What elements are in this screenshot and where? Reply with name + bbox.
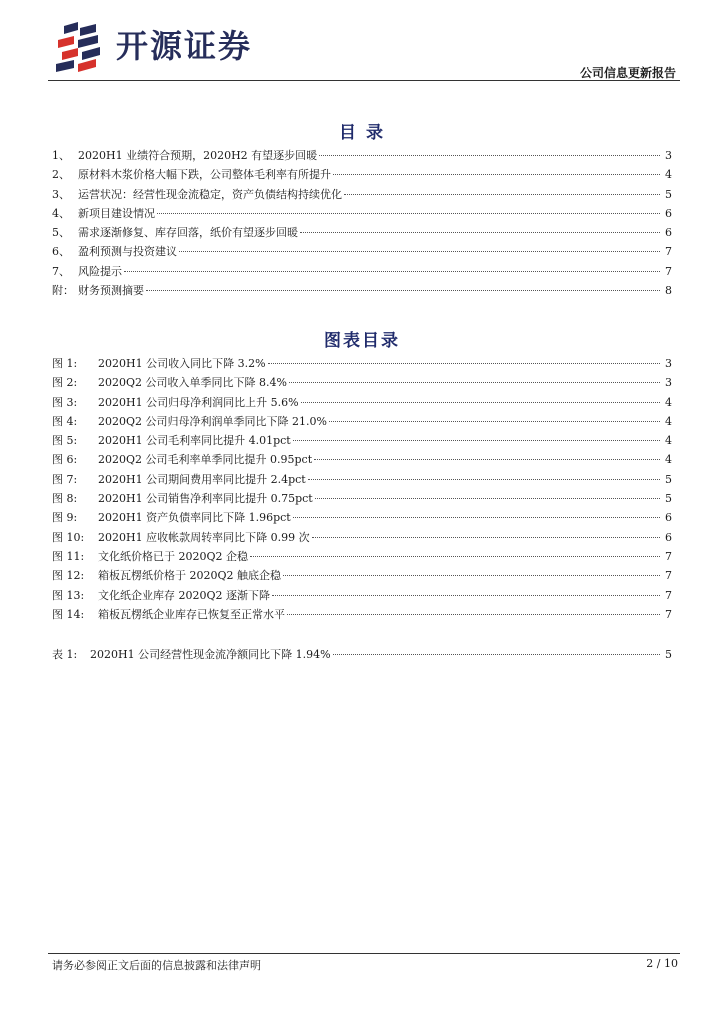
brand-name: 开源证券 xyxy=(116,27,253,65)
dot-leader xyxy=(268,363,660,364)
entry-number: 5、 xyxy=(52,226,70,240)
entry-number: 1、 xyxy=(52,149,70,162)
toc-entry[interactable] xyxy=(52,645,672,664)
entry-title[interactable]: 需求逐渐修复、库存回落，纸价有望逐步回暖 xyxy=(78,226,298,240)
entry-title[interactable]: 2020H1 公司期间费用率同比提升 2.4pct xyxy=(98,472,306,486)
entry-number: 图 8: xyxy=(52,492,78,506)
toc-entry[interactable] xyxy=(52,281,672,300)
dot-leader xyxy=(293,517,660,518)
entry-page-number[interactable]: 5 xyxy=(665,492,672,506)
dot-leader xyxy=(301,402,660,403)
tables-list xyxy=(52,645,672,664)
dot-leader xyxy=(314,459,660,460)
entry-title[interactable]: 文化纸企业库存 2020Q2 逐渐下降 xyxy=(98,588,271,602)
company-logo xyxy=(56,22,286,72)
entry-page-number[interactable]: 6 xyxy=(665,206,672,220)
entry-title[interactable]: 2020H1 公司经营性现金流净额同比下降 1.94% xyxy=(90,648,331,661)
dot-leader xyxy=(293,440,660,441)
toc-title: 目 录 xyxy=(339,123,385,143)
toc-entry[interactable] xyxy=(52,354,672,373)
dot-leader xyxy=(319,155,660,156)
dot-leader xyxy=(315,498,660,499)
dot-leader xyxy=(312,537,660,538)
toc-entry[interactable] xyxy=(52,393,672,412)
entry-page-number[interactable]: 7 xyxy=(665,569,672,583)
toc-entry[interactable] xyxy=(52,508,672,527)
entry-page-number[interactable]: 4 xyxy=(665,453,672,467)
entry-title[interactable]: 2020H1 资产负债率同比下降 1.96pct xyxy=(98,511,291,525)
entry-page-number[interactable]: 5 xyxy=(665,648,672,661)
toc-list xyxy=(52,146,672,300)
entry-number: 图 3: xyxy=(52,395,78,409)
entry-number: 图 12: xyxy=(52,569,85,583)
brand-mark-icon xyxy=(56,22,108,72)
entry-number: 图 4: xyxy=(52,414,78,428)
entry-title[interactable]: 2020H1 公司收入同比下降 3.2% xyxy=(98,357,266,370)
dot-leader xyxy=(333,174,660,175)
dot-leader xyxy=(283,575,660,576)
entry-number: 图 10: xyxy=(52,530,85,544)
page-indicator: 2 / 10 xyxy=(646,957,678,970)
dot-leader xyxy=(329,421,660,422)
dot-leader xyxy=(124,271,660,272)
toc-entry[interactable] xyxy=(52,431,672,450)
toc-entry[interactable] xyxy=(52,470,672,489)
entry-page-number[interactable]: 7 xyxy=(665,549,672,563)
entry-number: 表 1: xyxy=(52,648,78,661)
dot-leader xyxy=(179,251,660,252)
entry-number: 图 9: xyxy=(52,511,78,525)
dot-leader xyxy=(157,213,660,214)
entry-page-number[interactable]: 5 xyxy=(665,472,672,486)
entry-number: 3、 xyxy=(52,187,70,201)
entry-title[interactable]: 文化纸价格已于 2020Q2 企稳 xyxy=(98,549,249,563)
entry-page-number[interactable]: 3 xyxy=(665,376,672,390)
entry-number: 图 2: xyxy=(52,376,78,390)
entry-page-number[interactable]: 7 xyxy=(665,607,672,621)
footer-divider xyxy=(48,953,680,954)
entry-title[interactable]: 2020Q2 公司归母净利润单季同比下降 21.0% xyxy=(98,414,327,428)
dot-leader xyxy=(250,556,660,557)
toc-entry[interactable] xyxy=(52,223,672,242)
toc-entry[interactable] xyxy=(52,204,672,223)
figures-list xyxy=(52,354,672,624)
entry-page-number[interactable]: 4 xyxy=(665,414,672,428)
header-divider xyxy=(48,80,680,81)
dot-leader xyxy=(308,479,660,480)
entry-page-number[interactable]: 4 xyxy=(665,168,672,182)
entry-page-number[interactable]: 8 xyxy=(665,284,672,298)
entry-title[interactable]: 新项目建设情况 xyxy=(78,206,155,220)
entry-page-number[interactable]: 6 xyxy=(665,511,672,525)
toc-entry[interactable] xyxy=(52,566,672,585)
entry-page-number[interactable]: 3 xyxy=(665,357,672,370)
entry-title[interactable]: 财务预测摘要 xyxy=(78,284,144,298)
entry-title[interactable]: 箱板瓦楞纸企业库存已恢复至正常水平 xyxy=(98,607,285,621)
entry-number: 图 11: xyxy=(52,549,85,563)
entry-number: 图 7: xyxy=(52,472,78,486)
entry-page-number[interactable]: 7 xyxy=(665,264,672,278)
entry-title[interactable]: 2020H1 公司归母净利润同比上升 5.6% xyxy=(98,395,299,409)
dot-leader xyxy=(146,290,660,291)
entry-page-number[interactable]: 7 xyxy=(665,245,672,259)
entry-number: 附： xyxy=(52,284,74,298)
figures-title: 图表目录 xyxy=(324,331,400,351)
toc-entry[interactable] xyxy=(52,412,672,431)
entry-title[interactable]: 盈利预测与投资建议 xyxy=(78,245,177,259)
toc-entry[interactable] xyxy=(52,605,672,624)
entry-number: 7、 xyxy=(52,264,70,278)
entry-title[interactable]: 2020H1 公司毛利率同比提升 4.01pct xyxy=(98,434,291,448)
entry-title[interactable]: 2020Q2 公司毛利率单季同比提升 0.95pct xyxy=(98,453,313,467)
toc-entry[interactable] xyxy=(52,547,672,566)
dot-leader xyxy=(272,595,660,596)
footer-disclaimer: 请务必参阅正文后面的信息披露和法律声明 xyxy=(52,959,261,972)
toc-entry[interactable] xyxy=(52,373,672,392)
toc-entry[interactable] xyxy=(52,146,672,165)
entry-title[interactable]: 2020H1 公司销售净利率同比提升 0.75pct xyxy=(98,492,313,506)
entry-title[interactable]: 运营状况：经营性现金流稳定，资产负债结构持续优化 xyxy=(78,187,342,201)
toc-entry[interactable] xyxy=(52,586,672,605)
entry-number: 4、 xyxy=(52,206,70,220)
toc-entry[interactable] xyxy=(52,165,672,184)
entry-title[interactable]: 2020Q2 公司收入单季同比下降 8.4% xyxy=(98,376,287,390)
dot-leader xyxy=(333,654,660,655)
dot-leader xyxy=(287,614,660,615)
entry-page-number[interactable]: 3 xyxy=(665,149,672,162)
toc-entry[interactable] xyxy=(52,489,672,508)
report-type: 公司信息更新报告 xyxy=(579,66,676,80)
entry-title[interactable]: 风险提示 xyxy=(78,264,122,278)
entry-number: 6、 xyxy=(52,245,70,259)
dot-leader xyxy=(344,194,660,195)
entry-page-number[interactable]: 5 xyxy=(665,187,672,201)
toc-entry[interactable] xyxy=(52,242,672,261)
entry-number: 图 14: xyxy=(52,607,85,621)
entry-title[interactable]: 箱板瓦楞纸价格于 2020Q2 触底企稳 xyxy=(98,569,282,583)
entry-page-number[interactable]: 6 xyxy=(665,530,672,544)
entry-page-number[interactable]: 4 xyxy=(665,434,672,448)
toc-entry[interactable] xyxy=(52,528,672,547)
toc-entry[interactable] xyxy=(52,185,672,204)
toc-entry[interactable] xyxy=(52,450,672,469)
entry-title[interactable]: 2020H1 应收帐款周转率同比下降 0.99 次 xyxy=(98,530,310,544)
entry-number: 图 13: xyxy=(52,588,85,602)
dot-leader xyxy=(300,232,660,233)
entry-title[interactable]: 原材料木浆价格大幅下跌，公司整体毛利率有所提升 xyxy=(78,168,331,182)
dot-leader xyxy=(289,382,660,383)
entry-number: 图 1: xyxy=(52,357,78,370)
entry-page-number[interactable]: 7 xyxy=(665,588,672,602)
toc-entry[interactable] xyxy=(52,262,672,281)
entry-number: 2、 xyxy=(52,168,70,182)
entry-page-number[interactable]: 4 xyxy=(665,395,672,409)
entry-page-number[interactable]: 6 xyxy=(665,226,672,240)
entry-number: 图 5: xyxy=(52,434,78,448)
entry-number: 图 6: xyxy=(52,453,78,467)
entry-title[interactable]: 2020H1 业绩符合预期，2020H2 有望逐步回暖 xyxy=(78,149,318,162)
